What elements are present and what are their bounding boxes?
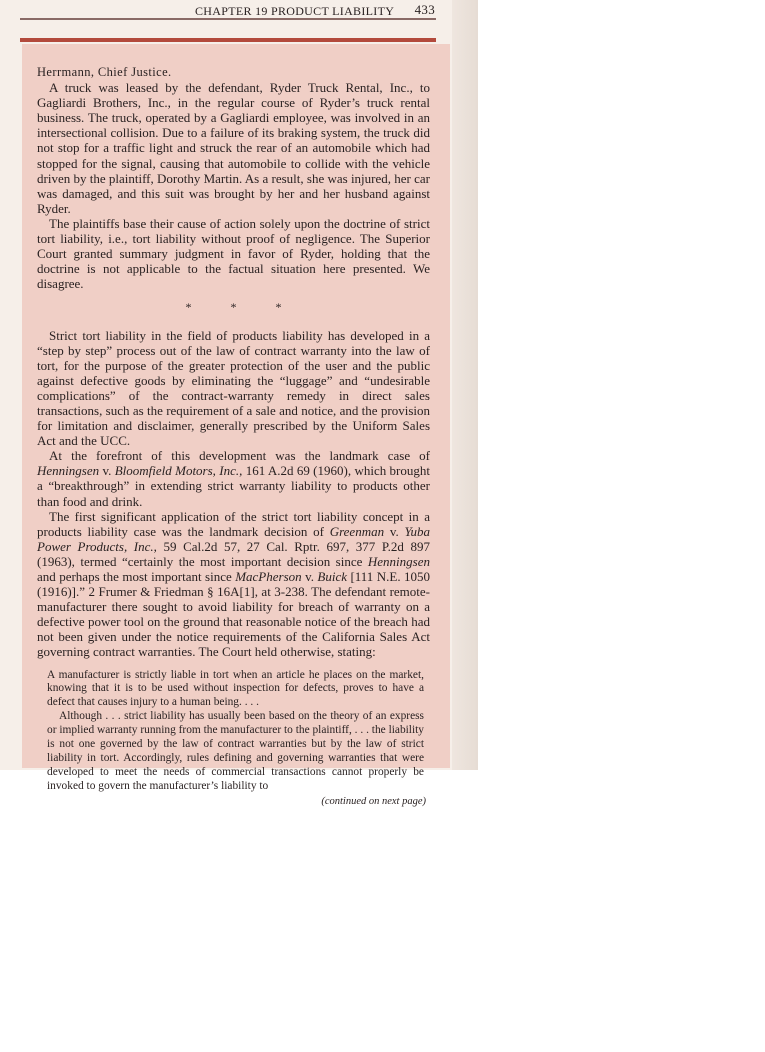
- chapter-title: CHAPTER 19 PRODUCT LIABILITY: [195, 4, 395, 18]
- paragraph-facts: A truck was leased by the defendant, Ryder Truck Rental, Inc., to Gagliardi Brothers, Inc., in the regular course of Ryder’s truck rental business. The truck, operated by a Gagliardi employee, was involved in an intersectional collision. Due to a failure of its braking system, the truck did not stop for a traffic light and struck the rear of an automobile which had stopped for the signal, causing that automobile to collide with the vehicle driven by the plaintiff, Dorothy Martin. As a result, she was injured, her car was damaged, and this suit was brought by her and her husband against Ryder.: [37, 80, 430, 216]
- section-rule: [20, 38, 436, 42]
- case-name: Bloomfield Motors, Inc.,: [114, 463, 243, 479]
- case-text: [37, 65, 430, 809]
- paragraph-strict-liability: Strict tort liability in the field of products liability has developed in a “step by step” process out of the law of contract warranty into the law of tort, for the purpose of the greater protection of the user and the public against defective goods by eliminating the “luggage” and “undesirable complications” of the contract-warranty remedy in direct sales transactions, such as the requirement of a sale and notice, and the provision for limitation and disclaimer, generally prescribed by the Uniform Sales Act and the UCC.: [37, 327, 430, 449]
- case-name: Greenman: [329, 523, 385, 539]
- judge-name: Herrmann, Chief Justice.: [37, 65, 172, 79]
- continued-note: (continued on next page): [321, 795, 426, 807]
- case-name: MacPherson: [235, 569, 302, 584]
- page-number: 433: [414, 2, 435, 17]
- paragraph-henningsen: At the forefront of this development was the landmark case of Henningsen v. Bloomfield Motors, Inc., 161 A.2d 69 (1960), which brought a “breakthrough” in extending strict warranty liability to products other than food and drink.: [37, 448, 430, 509]
- quote-paragraph: Although . . . strict liability has usually been based on the theory of an express or implied warranty running from the manufacturer to the plaintiff, . . . the liability is not one governed by the law of contract warranties but by the law of strict liability in tort. Accordingly, rules defining and governing warranties that were developed to meet the needs of commercial transactions cannot properly be invoked to govern the manufacturer’s liability to: [47, 710, 424, 792]
- paragraph-greenman: The first significant application of the strict tort liability concept in a products liability case was the landmark decision of Greenman v. Yuba Power Products, Inc., 59 Cal.2d 57, 27 Cal. Rptr. 697, 377 P.2d 897 (1963), termed “certainly the most important decision since Henningsen and perhaps the most important since MacPherson v. Buick [111 N.E. 1050 (1916)].” 2 Frumer & Friedman § 16A[1], at 3-238. The defendant remote-manufacturer there sought to avoid liability for breach of warranty on a defective power tool on the ground that reasonable notice of the breach had not been given under the notice requirements of the California Sales Act governing contract warranties. The Court held otherwise, stating:: [37, 508, 431, 660]
- case-name: Henningsen: [367, 553, 430, 569]
- header-rule: [20, 18, 436, 20]
- page-edge: [452, 0, 478, 770]
- paragraph-holding: The plaintiffs base their cause of action solely upon the doctrine of strict tort liability, i.e., tort liability without proof of negligence. The Superior Court granted summary judgment in favor of Ryder, holding that the doctrine is not applicable to the factual situation here presented. We disagree.: [37, 215, 430, 292]
- case-name: Henningsen: [37, 463, 100, 479]
- case-name: Buick: [317, 569, 348, 584]
- block-quote: [47, 669, 424, 809]
- quote-paragraph: A manufacturer is strictly liable in tort when an article he places on the market, knowing that it is to be used without inspection for defects, proves to have a defect that causes injury to a human being. . . .: [47, 668, 424, 709]
- case-name: Yuba Power Products, Inc.,: [37, 523, 430, 554]
- section-break: * * *: [185, 300, 300, 315]
